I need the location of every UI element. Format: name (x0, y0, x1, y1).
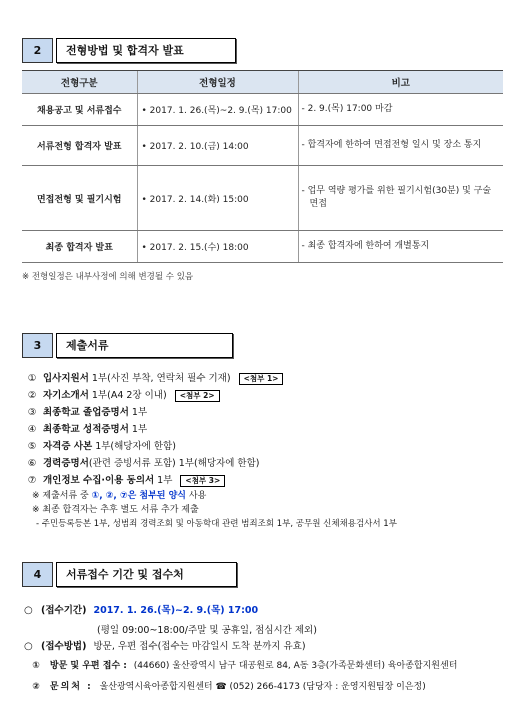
cell-type: 면접전형 및 필기시험 (22, 166, 137, 231)
item-number: ⑦ (27, 475, 37, 486)
table-row (22, 94, 503, 126)
circle-bullet: ○ (24, 641, 33, 652)
item-name: 자기소개서 (43, 390, 89, 401)
cell-note (298, 94, 503, 126)
item-number: ④ (27, 424, 37, 435)
column-header: 전형구분 (22, 71, 137, 94)
address-label: 방문 및 우편 접수 : (49, 661, 127, 671)
cell-type: 서류전형 합격자 발표 (22, 126, 137, 166)
application-info (24, 602, 504, 696)
item-name: 최종학교 졸업증명서 (43, 407, 129, 418)
note-text: - 업무 역량 평가를 위한 필기시험(30분) 및 구술면접 (301, 186, 492, 209)
item-number: ② (27, 390, 37, 401)
item-detail: 1부(사진 부착, 연락처 필수 기재) (91, 373, 231, 384)
method-value: 방문, 우편 접수(접수는 마감일시 도착 분까지 유효) (93, 641, 306, 652)
application-address (24, 658, 504, 675)
item-number: ② (32, 682, 40, 692)
table-row (22, 166, 503, 231)
cell-type: 채용공고 및 서류접수 (22, 94, 137, 126)
circle-bullet: ○ (24, 605, 33, 616)
note-text: - 합격자에 한하여 면접전형 일시 및 장소 통지 (301, 140, 482, 150)
section-3-header (22, 333, 233, 358)
section-4-header (22, 562, 237, 587)
item-name: 개인정보 수집·이용 동의서 (43, 475, 155, 486)
section-number: 4 (22, 562, 53, 587)
note-text: - 최종 합격자에 한하여 개별통지 (301, 241, 430, 251)
section-title: 서류접수 기간 및 접수처 (56, 562, 237, 587)
item-number: ① (32, 661, 40, 671)
item-name: 입사지원서 (43, 373, 89, 384)
cell-note (298, 231, 503, 263)
contact-value: 울산광역시육아종합지원센터 ☎ (052) 266-4173 (담당자 : 운영지원팀장 이은정) (99, 682, 426, 692)
item-name: 경력증명서 (43, 458, 89, 469)
cell-note (298, 126, 503, 166)
final-note-list: - 주민등록등본 1부, 성범죄 경력조회 및 아동학대 관련 범죄조회 1부, 공무원 신체채용검사서 1부 (36, 519, 397, 529)
cell-date: • 2017. 1. 26.(목)~2. 9.(목) 17:00 (137, 94, 298, 126)
cell-type: 최종 합격자 발표 (22, 231, 137, 263)
schedule-footnote: ※ 전형일정은 내부사정에 의해 변경될 수 있음 (22, 272, 194, 282)
application-contact (24, 679, 504, 696)
item-detail: 1부 (157, 475, 173, 486)
cell-date: • 2017. 2. 10.(금) 14:00 (137, 126, 298, 166)
list-item (24, 438, 504, 455)
cell-date: • 2017. 2. 14.(화) 15:00 (137, 166, 298, 231)
address-value: (44660) 울산광역시 남구 대공원로 84, A동 3층(가족문화센터) 육아종합지원센터 (133, 661, 458, 671)
item-number: ⑤ (27, 441, 37, 452)
period-label: (접수기간) (41, 605, 87, 616)
table-row (22, 231, 503, 263)
list-item (24, 472, 504, 489)
section-title: 전형방법 및 합격자 발표 (56, 38, 236, 63)
cell-date: • 2017. 2. 15.(수) 18:00 (137, 231, 298, 263)
attachment-badge: <첨부 1> (239, 373, 284, 385)
table-row (22, 126, 503, 166)
list-item (24, 421, 504, 438)
note-highlight: ①, ②, ⑦은 첨부된 양식 (91, 491, 187, 501)
application-period (24, 602, 504, 619)
attachment-badge: <첨부 3> (180, 475, 225, 487)
item-number: ⑥ (27, 458, 37, 469)
form-note (24, 489, 504, 503)
section-title: 제출서류 (56, 333, 233, 358)
schedule-table (22, 70, 503, 263)
item-detail: 1부(해당자에 한함) (95, 441, 176, 452)
item-number: ③ (27, 407, 37, 418)
documents-list (24, 370, 504, 531)
method-label: (접수방법) (41, 641, 87, 652)
item-detail: 1부(A4 2장 이내) (91, 390, 167, 401)
list-item (24, 404, 504, 421)
table-header-row (22, 71, 503, 94)
application-method (24, 639, 504, 654)
attachment-badge: <첨부 2> (175, 390, 220, 402)
list-item (24, 387, 504, 404)
column-header: 전형일정 (137, 71, 298, 94)
list-item (24, 370, 504, 387)
item-detail: (관련 증빙서류 포함) 1부(해당자에 한함) (88, 458, 260, 469)
final-note: ※ 최종 합격자는 추후 별도 서류 추가 제출 (32, 505, 199, 515)
item-name: 최종학교 성적증명서 (43, 424, 129, 435)
note-prefix: ※ 제출서류 중 (32, 491, 92, 501)
section-number: 3 (22, 333, 53, 358)
cell-note (298, 166, 503, 231)
period-value: 2017. 1. 26.(목)~2. 9.(목) 17:00 (93, 605, 259, 616)
item-detail: 1부 (131, 407, 148, 418)
item-detail: 1부 (131, 424, 148, 435)
contact-label: 문의처 : (49, 682, 93, 692)
note-text: - 2. 9.(목) 17:00 마감 (301, 104, 393, 114)
list-item (24, 455, 504, 472)
note-suffix: 사용 (186, 491, 207, 501)
column-header: 비고 (298, 71, 503, 94)
item-name: 자격증 사본 (43, 441, 93, 452)
item-number: ① (27, 373, 37, 384)
period-detail: (평일 09:00~18:00/주말 및 공휴일, 점심시간 제외) (97, 625, 317, 636)
section-number: 2 (22, 38, 53, 63)
section-2-header (22, 38, 235, 63)
